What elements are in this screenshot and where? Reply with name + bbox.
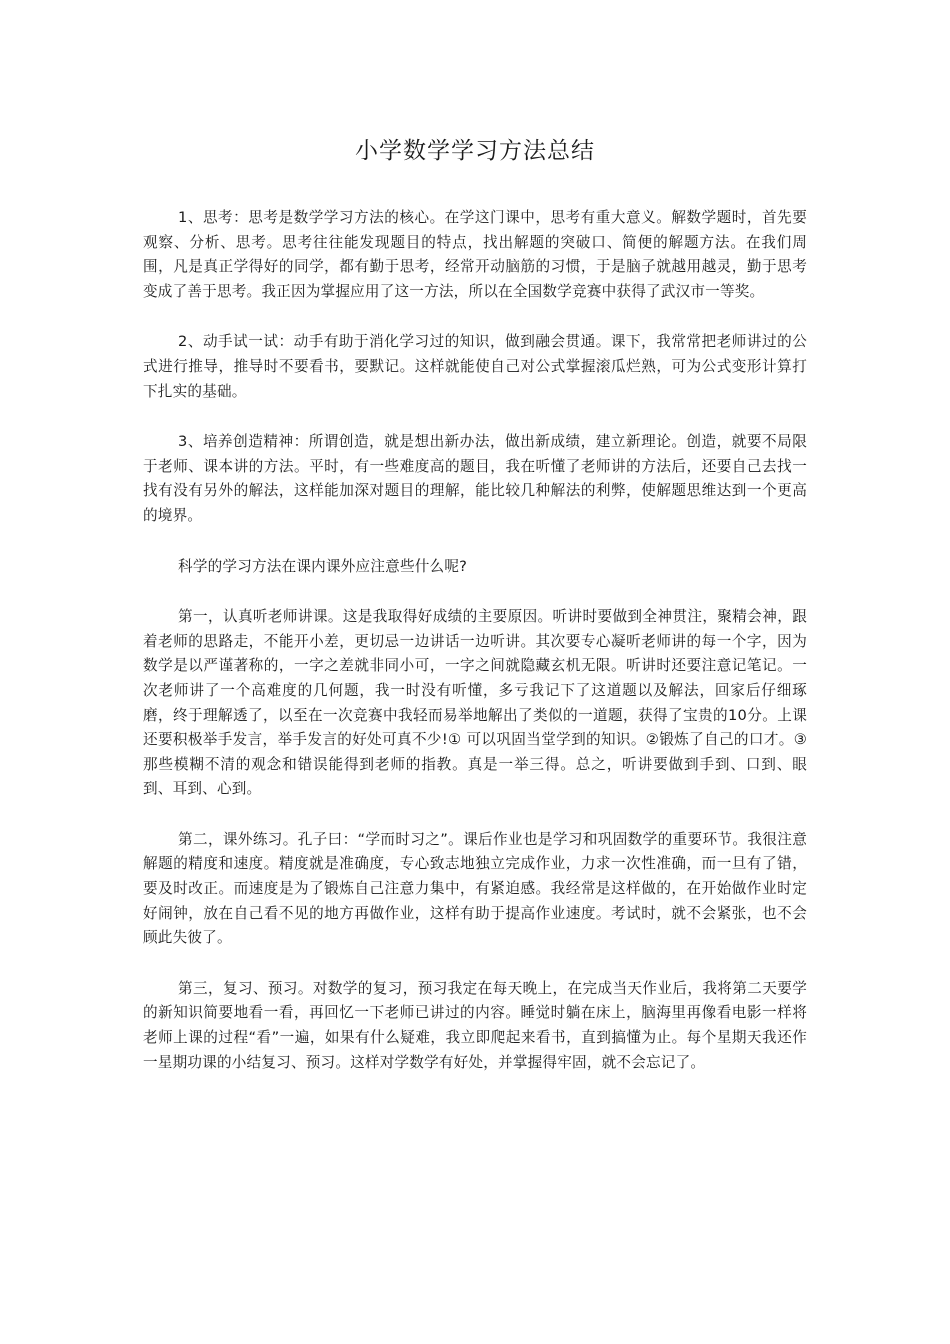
paragraph-thinking: 1、思考：思考是数学学习方法的核心。在学这门课中，思考有重大意义。解数学题时，首先要观察、分析、思考。思考往往能发现题目的特点，找出解题的突破口、简便的解题方法。在我们周围，凡是真正学得好的同学，都有勤于思考，经常开动脑筋的习惯，于是脑子就越用越灵，勤于思考变成了善于思考。我正因为掌握应用了这一方法，所以在全国数学竞赛中获得了武汉市一等奖。: [143, 209, 807, 300]
paragraph-hands-on: 2、动手试一试：动手有助于消化学习过的知识，做到融会贯通。课下，我常常把老师讲过的公式进行推导，推导时不要看书，要默记。这样就能使自己对公式掌握滚瓜烂熟，可为公式变形计算打下扎实的基础。: [143, 333, 807, 400]
paragraph-practice: 第二，课外练习。孔子曰：“学而时习之”。课后作业也是学习和巩固数学的重要环节。我很注意解题的精度和速度。精度就是准确度，专心致志地独立完成作业，力求一次性准确，而一旦有了错，要及时改正。而速度是为了锻炼自己注意力集中，有紧迫感。我经常是这样做的，在开始做作业时定好闹钟，放在自己看不见的地方再做作业，这样有助于提高作业速度。考试时，就不会紧张，也不会顾此失彼了。: [143, 830, 807, 947]
document-title: 小学数学学习方法总结: [355, 138, 595, 164]
document-body: [143, 206, 807, 1101]
paragraph-listening: 第一，认真听老师讲课。这是我取得好成绩的主要原因。听讲时要做到全神贯注，聚精会神，跟着老师的思路走，不能开小差，更切忌一边讲话一边听讲。其次要专心凝听老师讲的每一个字，因为数学是以严谨著称的，一字之差就非同小可，一字之间就隐藏玄机无限。听讲时还要注意记笔记。一次老师讲了一个高难度的几何题，我一时没有听懂，多亏我记下了这道题以及解法，回家后仔细琢磨，终于理解透了，以至在一次竞赛中我轻而易举地解出了类似的一道题，获得了宝贵的10分。上课还要积极举手发言，举手发言的好处可真不少!① 可以巩固当堂学到的知识。②锻炼了自己的口才。③那些模糊不清的观念和错误能得到老师的指教。真是一举三得。总之，听讲要做到手到、口到、眼到、耳到、心到。: [143, 608, 807, 798]
paragraph-review: 第三，复习、预习。对数学的复习，预习我定在每天晚上，在完成当天作业后，我将第二天要学的新知识简要地看一看，再回忆一下老师已讲过的内容。睡觉时躺在床上，脑海里再像看电影一样将老师上课的过程“看”一遍，如果有什么疑难，我立即爬起来看书，直到搞懂为止。每个星期天我还作一星期功课的小结复习、预习。这样对学数学有好处，并掌握得牢固，就不会忘记了。: [143, 979, 807, 1071]
paragraph-creativity: 3、培养创造精神：所谓创造，就是想出新办法，做出新成绩，建立新理论。创造，就要不局限于老师、课本讲的方法。平时，有一些难度高的题目，我在听懂了老师讲的方法后，还要自己去找一找有没有另外的解法，这样能加深对题目的理解，能比较几种解法的利弊，使解题思维达到一个更高的境界。: [143, 433, 807, 524]
paragraph-question: 科学的学习方法在课内课外应注意些什么呢?: [178, 557, 468, 575]
